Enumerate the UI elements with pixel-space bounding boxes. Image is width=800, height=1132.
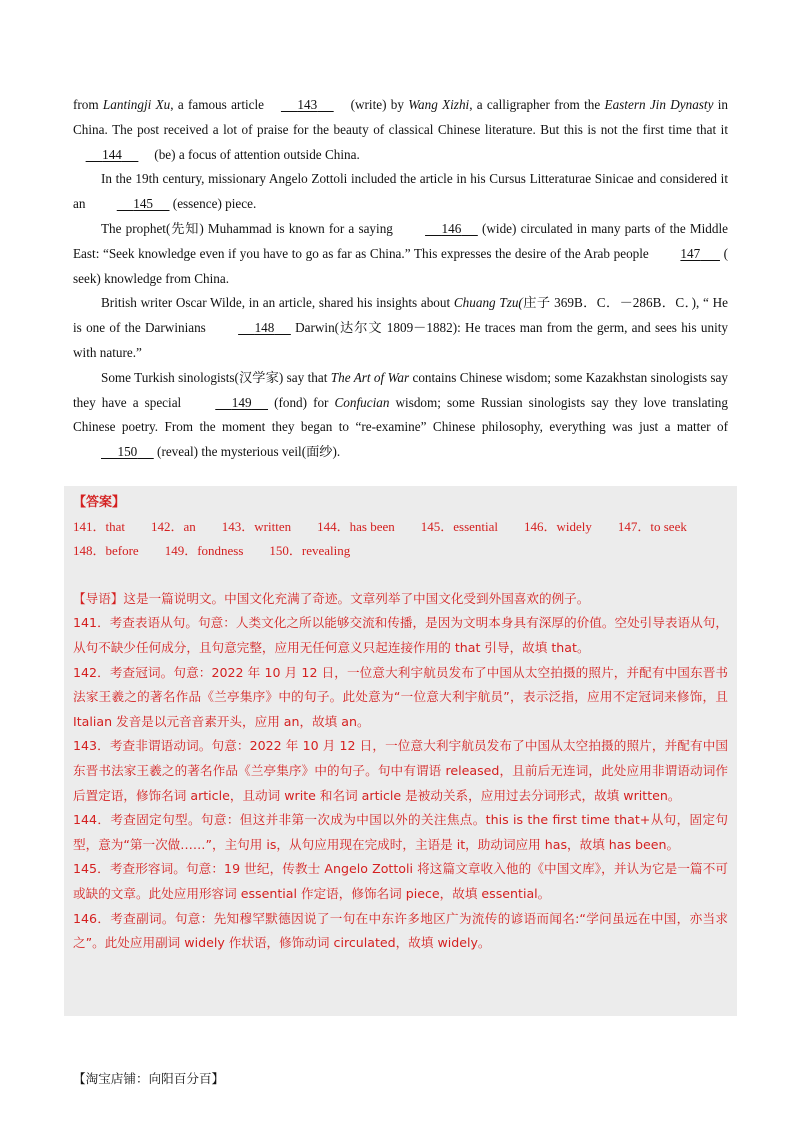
answer-item: 150．revealing [269,543,351,559]
blank-144: 144 [102,146,122,162]
footer-shop-label: 【淘宝店铺：向阳百分百】 [73,1071,225,1086]
paragraph-2: In the 19th century, missionary Angelo Zottoli included the article in his Cursus Litteraturae Sinicae and considered it an 145 (essence) piece. [73,167,728,217]
blank-145: 145 [133,196,154,212]
explanation-146: 146．考查副词。句意：先知穆罕默德因说了一句在中东许多地区广为流传的谚语而闻名:“学问虽远在中国，亦当求之”。此处应用副词 widely 作状语，修饰动词 circulated，故填 widely。 [73,910,728,951]
answer-item: 141．that [73,518,125,534]
blank-150: 150 [117,444,138,460]
passage-text [73,93,728,465]
blank-148: 148 [254,320,275,336]
answer-item: 146．widely [524,518,592,534]
answer-section [64,486,737,1016]
blank-147: 147 [680,245,701,261]
answer-item: 147．to seek [617,518,687,534]
blank-143: 143 [297,97,318,112]
answer-list [73,515,728,564]
answer-heading: 【答案】 [73,494,126,509]
paragraph-3: The prophet(先知) Muhammad is known for a saying 146 (wide) circulated in many parts of the Middle East: “Seek knowledge even if you have to go as far as China.” This expresses the desire of the Arab people 147 ( seek) knowledge from China. [73,217,728,291]
paragraph-4: British writer Oscar Wilde, in an article, shared his insights about Chuang Tzu(庄子 369B．C．－286B．C．), “ He is one of the Darwinians 148 Darwin(达尔文 1809－1882): He traces man from the germ, and sees his unity with nature.” [73,295,728,360]
answer-item: 148．before [73,543,139,559]
explanation-144: 144．考查固定句型。句意：但这并非第一次成为中国以外的关注焦点。this is the first time that+从句，固定句型，意为“第一次做……”，主句用 is，从句应用现在完成时，主语是 it，助动词应用 has，故填 has been。 [73,812,728,852]
answer-item: 145．essential [420,518,498,534]
answer-item: 149．fondness [164,543,244,559]
answer-item: 143．written [221,518,292,534]
explanation-142: 142．考查冠词。句意：2022 年 10 月 12 日，一位意大利宇航员发布了中国从太空拍摄的照片，并配有中国东晋书法家王羲之的著名作品《兰亭集序》中的句子。此处意为“一位意大利宇航员”，表示泛指，应用不定冠词来修饰，且 Italian 发音是以元音音素开头，应用 an，故填 an。 [73,664,728,729]
blank-149: 149 [231,394,252,410]
paragraph-5: Some Turkish sinologists(汉学家) say that The Art of War contains Chinese wisdom; some Kazakhstan sinologists say they have a special 149 (fond) for Confucian wisdom; some Russian sinologists say they love translating Chinese poetry. From the moment they began to “re-examine” Chinese philosophy, everything was just a matter of 150 (reveal) the mysterious veil(面纱). [73,366,728,465]
explanation-143: 143．考查非谓语动词。句意：2022 年 10 月 12 日，一位意大利宇航员发布了中国从太空拍摄的照片，并配有中国东晋书法家王羲之的著名作品《兰亭集序》中的句子。句中有谓语 released，且前后无连词，此处应用非谓语动词作后置定语，修饰名词 article，且动词 write 和名词 article 是被动关系，应用过去分词形式，故填 written。 [73,738,728,803]
explanation-141: 141．考查表语从句。句意：人类文化之所以能够交流和传播，是因为文明本身具有深厚的价值。空处引导表语从句，从句不缺少任何成分，且句意完整，应用无任何意义只起连接作用的 that 引导，故填 that。 [73,615,728,655]
blank-146: 146 [441,220,462,236]
explanation-145: 145．考查形容词。句意：19 世纪，传教士 Angelo Zottoli 将这篇文章收入他的《中国文库》，并认为它是一篇不可或缺的文章。此处应用形容词 essential 作定语，修饰名词 piece，故填 essential。 [73,861,728,901]
answer-item: 142．an [151,518,196,534]
answer-item: 144．has been [317,518,395,534]
explanation-intro: 【导语】这是一篇说明文。中国文化充满了奇迹。文章列举了中国文化受到外国喜欢的例子。 [73,590,590,606]
paragraph-1: from Lantingji Xu, a famous article 143 (write) by Wang Xizhi, a calligrapher from the Eastern Jin Dynasty in China. The post received a lot of praise for the beauty of classical Chinese literature. But this is not the first time that it 144 (be) a focus of attention outside China. [73,93,728,167]
